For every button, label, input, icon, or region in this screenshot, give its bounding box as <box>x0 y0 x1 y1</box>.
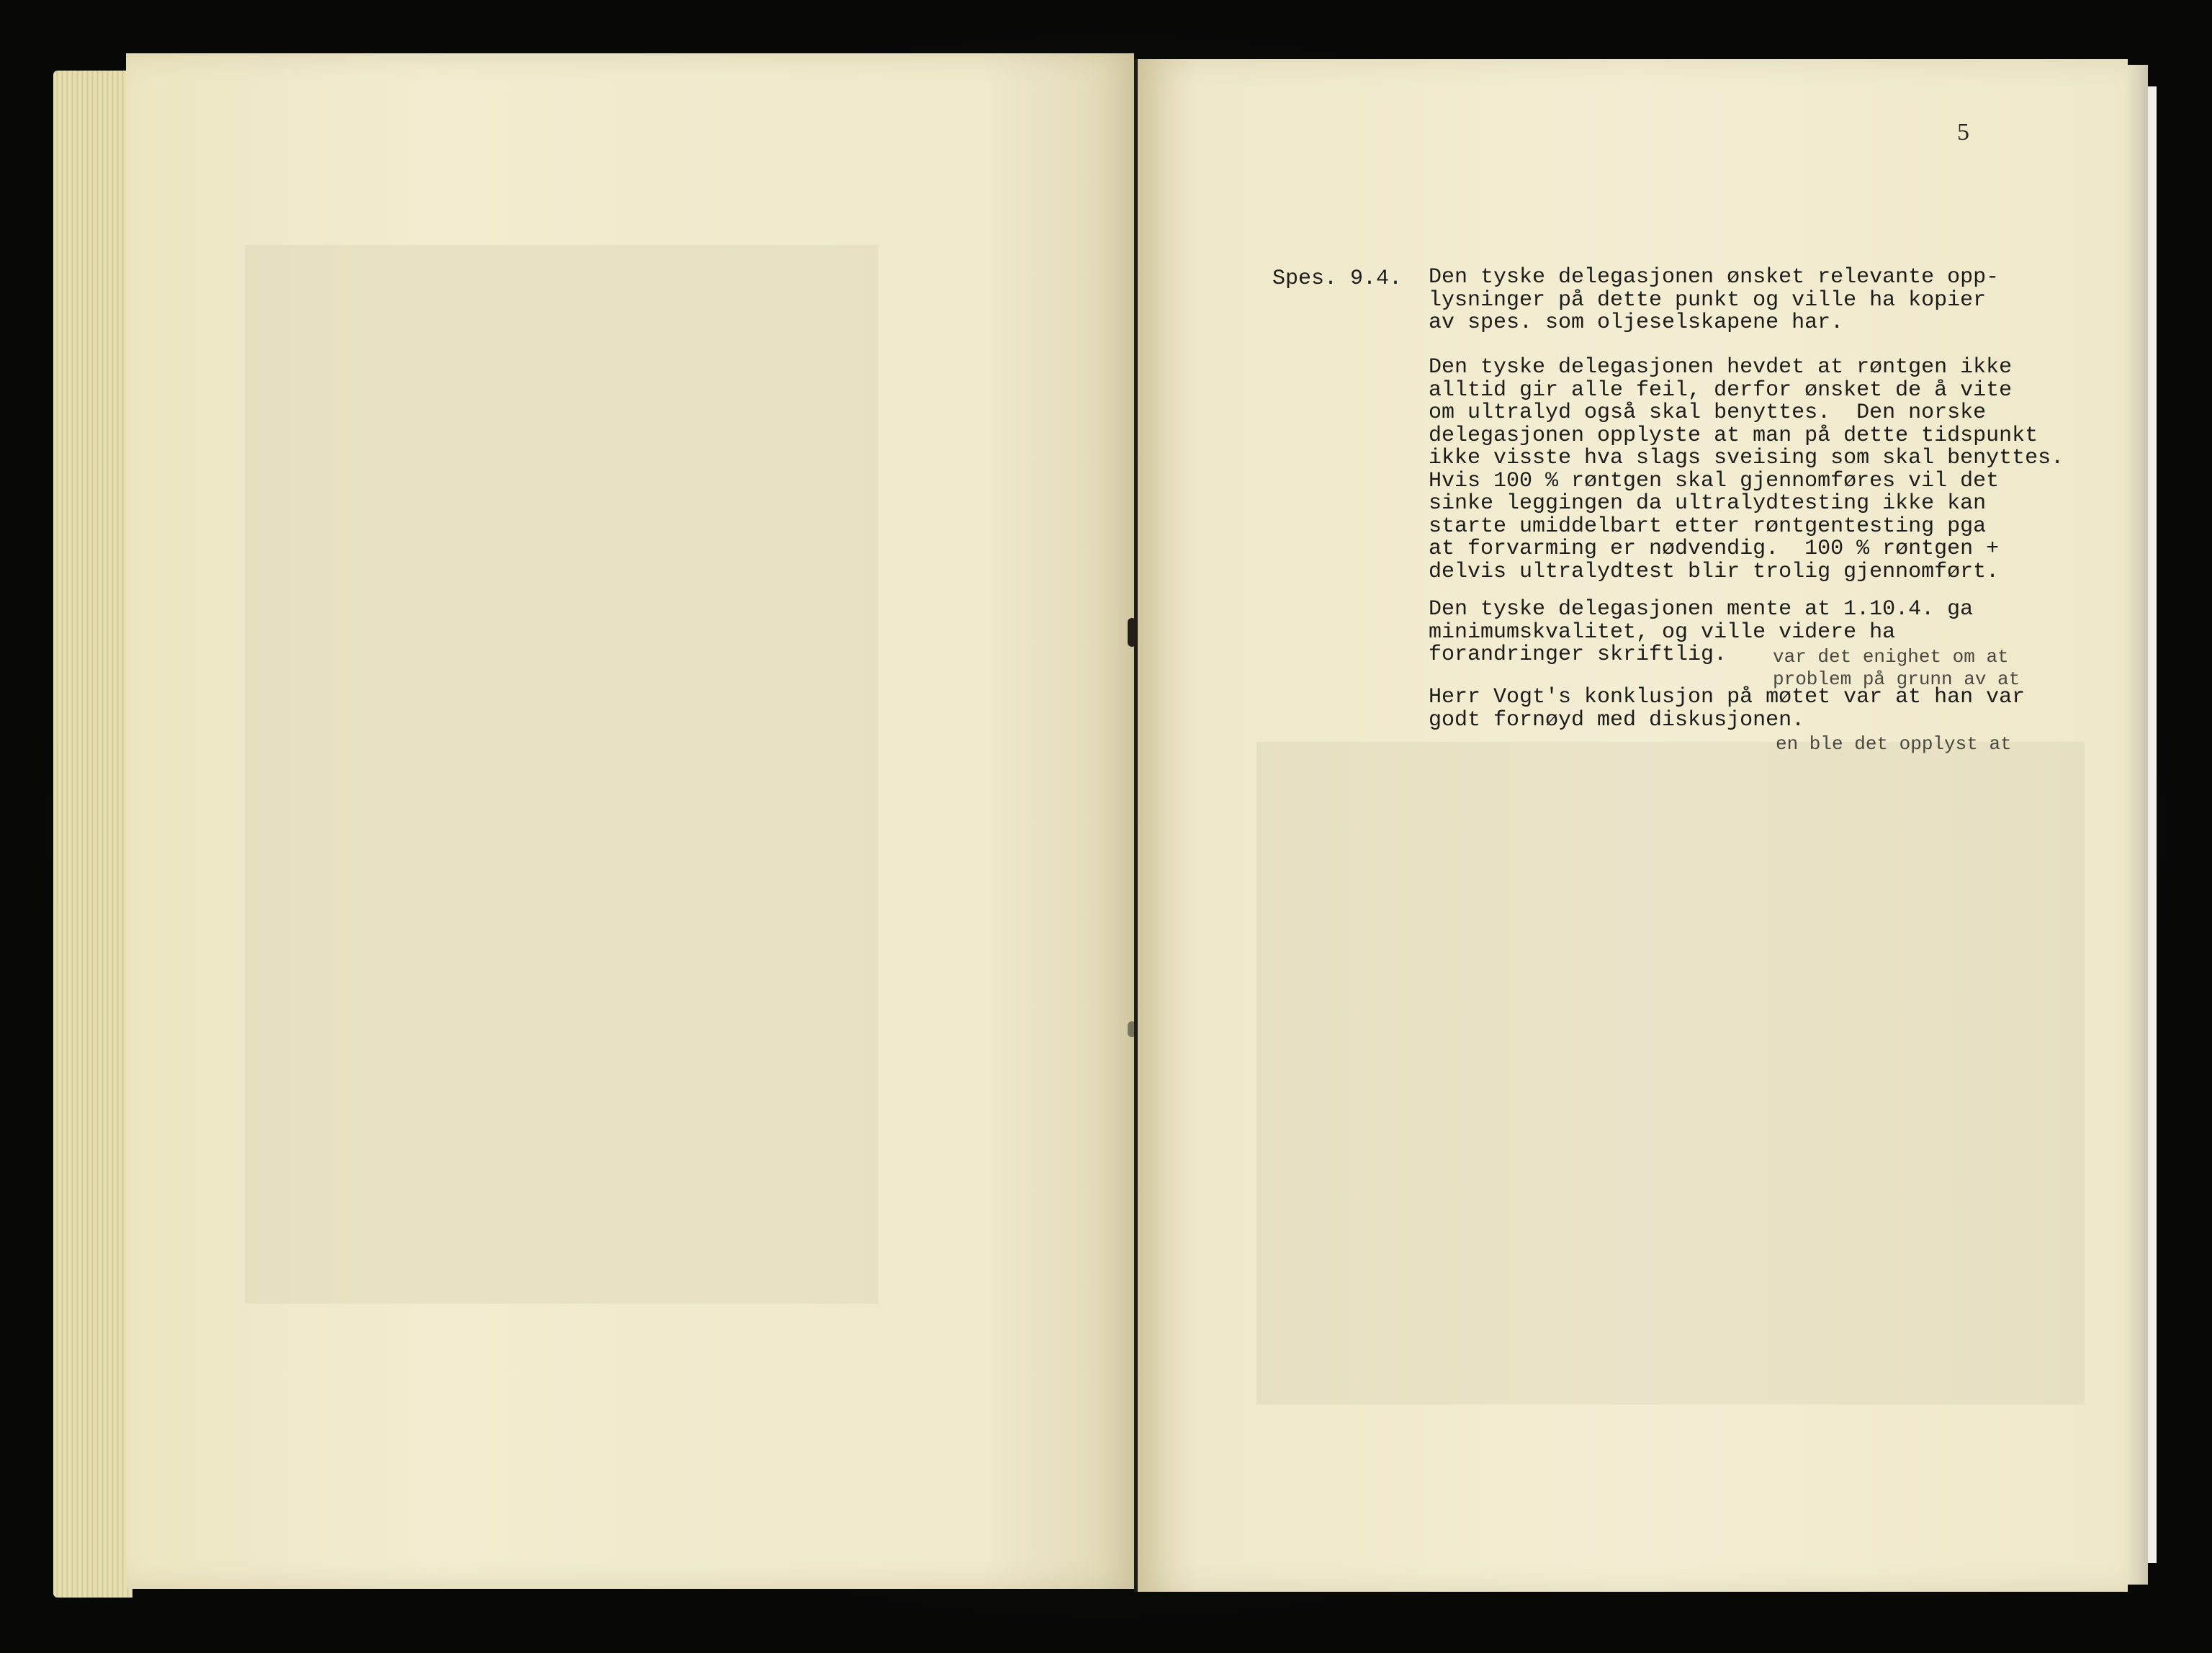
paragraph: Herr Vogt's konklusjon på møtet var at han var godt fornøyd med diskusjonen. <box>1429 685 2026 733</box>
paragraph: Den tyske delegasjonen ønsket relevante opp- lysninger på dette punkt og ville ha kopier av spes. som oljeselskapene har. <box>1429 265 2000 335</box>
binding-hole <box>1128 618 1136 647</box>
bleed-through-texture <box>1256 742 2085 1405</box>
overlaid-fragment: var det enighet om at <box>1773 646 2009 668</box>
paragraph: Den tyske delegasjonen hevdet at røntgen ikke alltid gir alle feil, derfor ønsket de å vite om ultralyd også skal benyttes. Den norske delegasjonen opplyste at man på dette tidspunkt ikke visste hva slags sveising som skal benyttes. Hvis 100 % røntgen skal gjennomføres vil det sinke leggingen da ultralydtesting ikke kan starte umiddelbart etter røntgentesting pga at forvarming er nødvendig. 100 % røntgen + delvis ultralydtest blir trolig gjennomført. <box>1429 355 2064 584</box>
overlaid-fragment: problem på grunn av at <box>1773 668 2020 690</box>
section-label: Spes. 9.4. <box>1272 266 1403 291</box>
binding-hole <box>1128 1021 1136 1037</box>
page-number: 5 <box>1957 119 1969 145</box>
page-stack-edges <box>53 71 132 1598</box>
paragraph: Den tyske delegasjonen mente at 1.10.4. ga minimumskvalitet, og ville videre ha forandringer skriftlig. <box>1429 597 1974 667</box>
bleed-through-texture <box>245 245 878 1304</box>
page-edge <box>2128 65 2148 1585</box>
overlaid-fragment: en ble det opplyst at <box>1776 733 2012 755</box>
page-edge-light <box>2148 86 2157 1563</box>
